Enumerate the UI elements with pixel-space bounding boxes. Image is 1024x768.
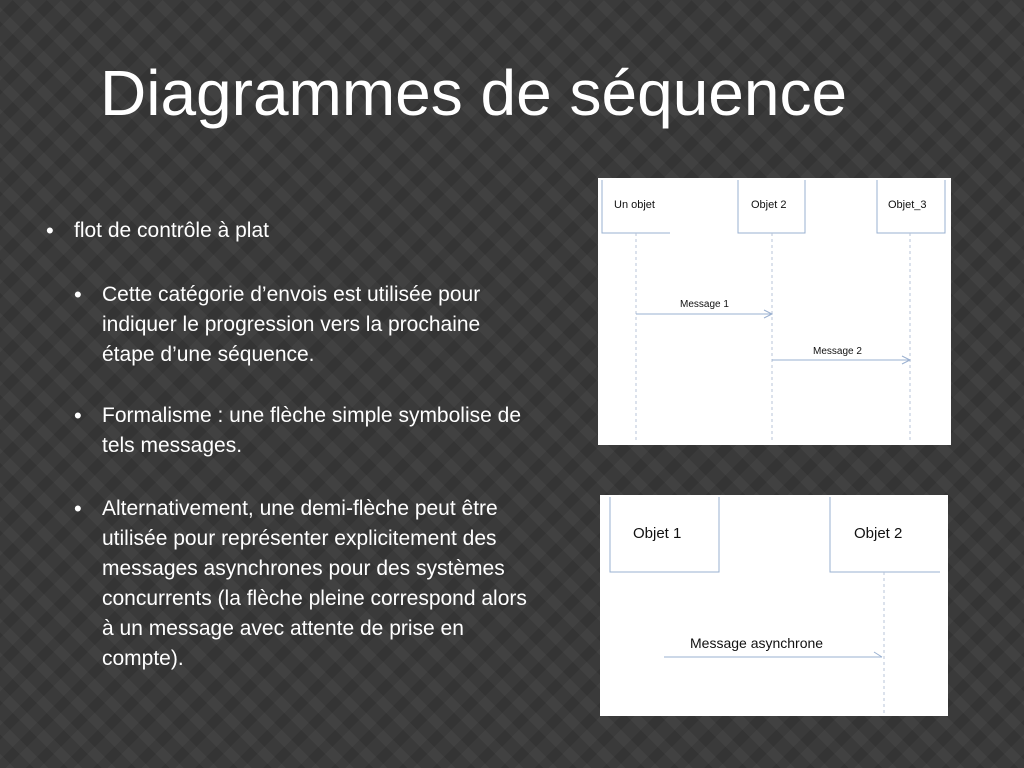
sequence-diagram-async-svg — [600, 495, 948, 716]
object-box — [877, 180, 945, 233]
bullet-dot-icon: • — [74, 403, 82, 428]
bullet-text: Formalisme : une flèche simple symbolise de tels messages. — [102, 404, 521, 457]
bullet-dot-icon: • — [46, 218, 54, 243]
object-label: Objet_3 — [888, 199, 927, 211]
message-arrow — [636, 299, 772, 318]
object-label: Objet 2 — [854, 525, 903, 542]
sub-bullet-item — [74, 494, 542, 674]
message-label: Message 2 — [813, 346, 862, 357]
bullet-dot-icon: • — [74, 496, 82, 521]
sub-bullet-item — [74, 280, 522, 370]
sequence-diagram-simple-svg — [598, 178, 951, 445]
object-box — [610, 497, 719, 572]
bullet-text: Alternativement, une demi-flèche peut être utilisée pour représenter explicitement des messages asynchrones pour des systèmes concurrents (la flèche pleine correspond alors à un message avec attente de prise en compte). — [102, 497, 527, 670]
object-label: Un objet — [614, 199, 655, 211]
async-message-arrow — [664, 635, 882, 657]
object-box — [602, 180, 670, 233]
bullet-text: Cette catégorie d’envois est utilisée pour indiquer le progression vers la prochaine étape d’une séquence. — [102, 283, 481, 366]
object-box — [738, 180, 805, 233]
message-arrow — [772, 346, 910, 364]
message-label: Message asynchrone — [690, 635, 824, 651]
bullet-text: flot de contrôle à plat — [74, 219, 269, 242]
object-box — [830, 497, 940, 572]
slide-title: Diagrammes de séquence — [100, 57, 848, 129]
bullet-dot-icon: • — [74, 282, 82, 307]
sequence-diagram-simple — [598, 178, 951, 445]
object-label: Objet 1 — [633, 525, 682, 542]
object-label: Objet 2 — [751, 199, 787, 211]
bullet-item — [46, 216, 534, 246]
sequence-diagram-async — [600, 495, 948, 716]
sub-bullet-item — [74, 401, 522, 461]
message-label: Message 1 — [680, 299, 729, 310]
